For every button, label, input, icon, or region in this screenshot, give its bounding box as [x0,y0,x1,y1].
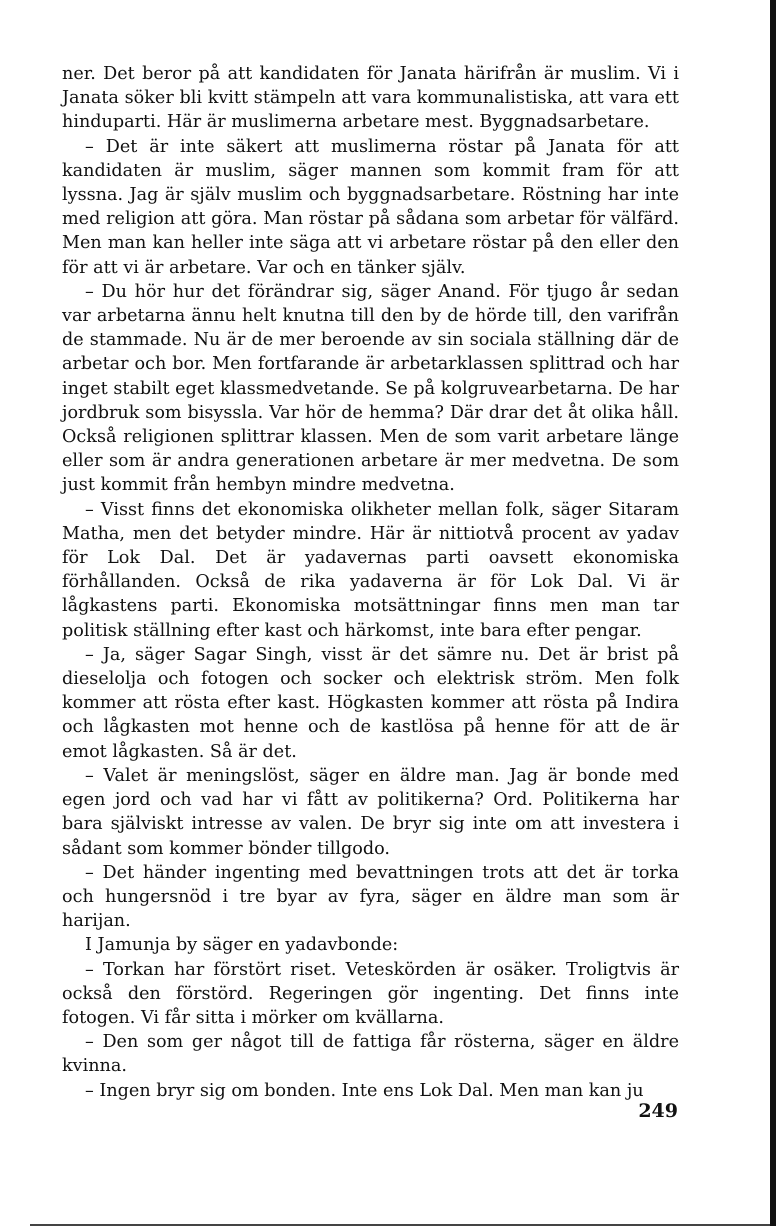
paragraph-8: I Jamunja by säger en yadavbonde: [85,935,399,956]
scan-edge-right [770,0,776,1226]
page-number: 249 [638,1100,678,1122]
paragraph-5: – Ja, säger Sagar Singh, visst är det sämre nu. Det är brist på dieselolja och fotogen och socker och elektrisk ström. Men folk kommer att rösta efter kast. Högkasten kommer att rösta på Indira och lågkasten mot henne och de kastlösa på henne för att de är emot lågkasten. Så är det. [62,644,679,762]
paragraph-2: – Det är inte säkert att muslimerna röstar på Janata för att kandidaten är muslim, säger mannen som kommit fram för att lyssna. Jag är själv muslim och byggnadsarbetare. Röstning har inte med religion att göra. Man röstar på sådana som arbetar för välfärd. Men man kan heller inte säga att vi arbetare röstar på den eller den för att vi är arbetare. Var och en tänker själv. [62,136,679,278]
paragraph-11: – Ingen bryr sig om bonden. Inte ens Lok Dal. Men man kan ju [85,1080,644,1101]
paragraph-7: – Det händer ingenting med bevattningen trots att det är torka och hungersnöd i tre byar av fyra, säger en äldre man som är harijan. [62,862,679,932]
body-text [62,62,679,1103]
paragraph-9: – Torkan har förstört riset. Veteskörden är osäker. Troligtvis är också den förstörd. Regeringen gör ingenting. Det finns inte fotogen. Vi får sitta i mörker om kvällarna. [62,959,679,1028]
paragraph-10: – Den som ger något till de fattiga får rösterna, säger en äldre kvinna. [62,1032,679,1077]
paragraph-4: – Visst finns det ekonomiska olikheter mellan folk, säger Sitaram Matha, men det betyder mindre. Här är nittiotvå procent av yadav för Lok Dal. Det är yadavernas parti oavsett ekonomiska förhållanden. Också de rika yadaverna är för Lok Dal. Vi är lågkastens parti. Ekonomiska motsättningar finns men man tar politisk ställning efter kast och härkomst, inte bara efter pengar. [62,499,679,641]
paragraph-1: ner. Det beror på att kandidaten för Janata härifrån är muslim. Vi i Janata söker bli kvitt stämpeln att vara kommunalistiska, att vara ett hinduparti. Här är muslimerna arbetare mest. Byggnadsarbetare. [62,64,679,133]
paragraph-6: – Valet är meningslöst, säger en äldre man. Jag är bonde med egen jord och vad har vi fått av politikerna? Ord. Politikerna har bara själviskt intresse av valen. De bryr sig inte om att investera i sådant som kommer bönder tillgodo. [62,765,679,859]
paragraph-3: – Du hör hur det förändrar sig, säger Anand. För tjugo år sedan var arbetarna ännu helt knutna till den by de hörde till, den varifrån de stammade. Nu är de mer beroende av sin sociala ställning där de arbetar och bor. Men fortfarande är arbetarklassen splittrad och har inget stabilt eget klassmedvetande. Se på kolgruvearbetarna. De har jordbruk som bisyssla. Var hör de hemma? Där drar det åt olika håll. Också religionen splittrar klassen. Men de som varit arbetare länge eller som är andra generationen arbetare är mer medvetna. De som just kommit från hembyn mindre medvetna. [62,281,679,496]
